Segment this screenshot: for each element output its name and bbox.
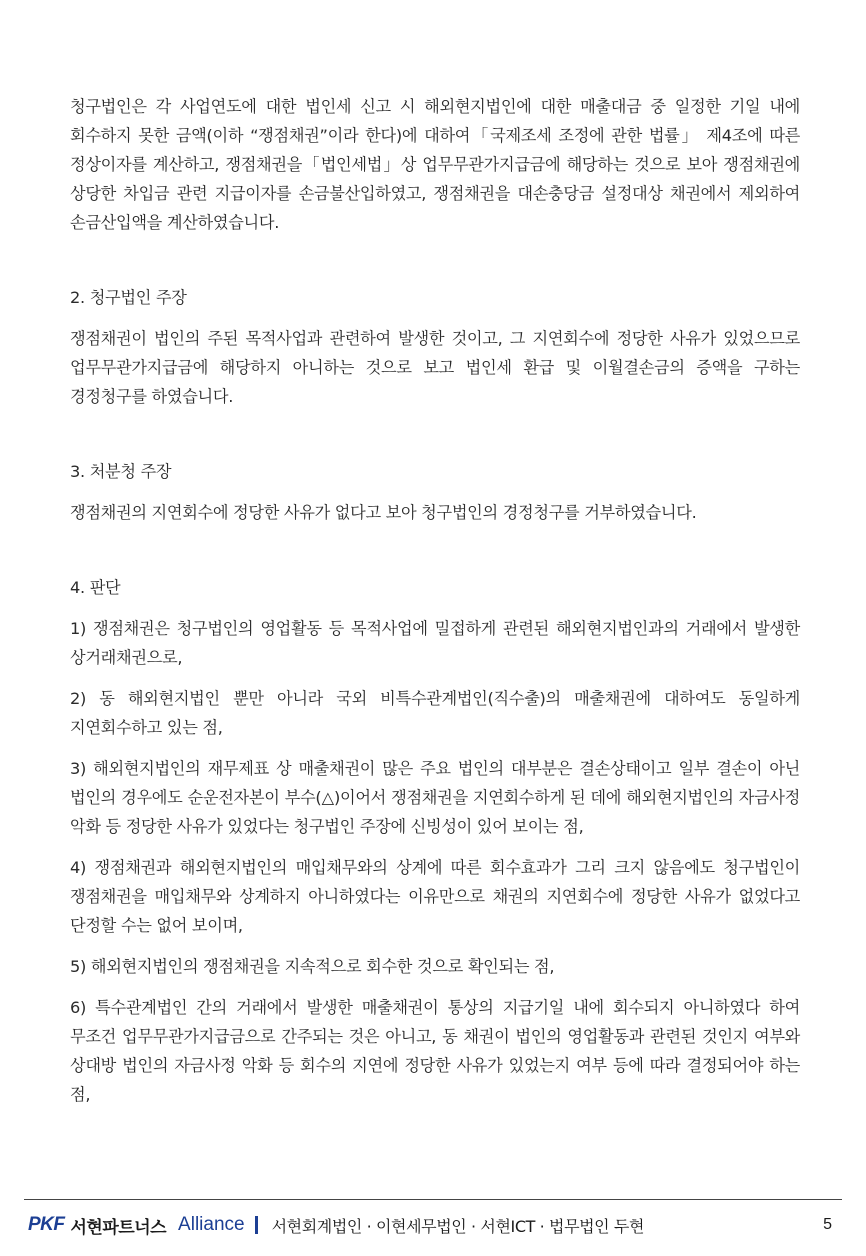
footer-divider [255,1216,258,1234]
judgment-item: 5) 해외현지법인의 쟁점채권을 지속적으로 회수한 것으로 확인되는 점, [70,957,555,976]
section-3-heading: 3. 처분청 주장 [70,462,172,481]
alliance-label: Alliance [178,1214,245,1235]
intro-paragraph: 청구법인은 각 사업연도에 대한 법인세 신고 시 해외현지법인에 대한 매출대금 중 일정한 기일 내에 회수하지 못한 금액(이하 “쟁점채권”이라 한다)에 대하여「국제조세 조정에 관한 법률」 제4조에 따른 정상이자를 계산하고, 쟁점채권을「법인세법」상 업무무관가지급금에 해당하는 것으로 보아 쟁점채권에 상당한 차입금 관련 지급이자를 손금불산입하였고, 쟁점채권을 대손충당금 설정대상 채권에서 제외하여 손금산입액을 계산하였습니다. [70,97,800,232]
footer-bar [28,1211,832,1239]
partner-firms: 서현회계법인 · 이현세무법인 · 서현ICT · 법무법인 두현 [271,1216,645,1236]
brand-name: 서현파트너스 [70,1217,167,1238]
document-body [70,92,800,1109]
judgment-item: 2) 동 해외현지법인 뿐만 아니라 국외 비특수관계법인(직수출)의 매출채권에 대하여도 동일하게 지연회수하고 있는 점, [70,689,800,737]
section-3-body: 쟁점채권의 지연회수에 정당한 사유가 없다고 보아 청구법인의 경정청구를 거부하였습니다. [70,503,697,522]
section-2-heading: 2. 청구법인 주장 [70,288,187,307]
page-number: 5 [823,1216,832,1233]
judgment-item: 4) 쟁점채권과 해외현지법인의 매입채무와의 상계에 따른 회수효과가 그리 크지 않음에도 청구법인이 쟁점채권을 매입채무와 상계하지 아니하였다는 이유만으로 채권의 지연회수에 정당한 사유가 없었다고 단정할 수는 없어 보이며, [70,858,800,935]
section-2-body: 쟁점채권이 법인의 주된 목적사업과 관련하여 발생한 것이고, 그 지연회수에 정당한 사유가 있었으므로 업무무관가지급금에 해당하지 아니하는 것으로 보고 법인세 환급 및 이월결손금의 증액을 구하는 경정청구를 하였습니다. [70,329,800,406]
judgment-item: 3) 해외현지법인의 재무제표 상 매출채권이 많은 주요 법인의 대부분은 결손상태이고 일부 결손이 아닌 법인의 경우에도 순운전자본이 부수(△)이어서 쟁점채권을 지연회수하게 된 데에 해외현지법인의 자금사정 악화 등 정당한 사유가 있었다는 청구법인 주장에 신빙성이 있어 보이는 점, [70,759,800,836]
section-4-heading: 4. 판단 [70,578,121,597]
judgment-item: 1) 쟁점채권은 청구법인의 영업활동 등 목적사업에 밀접하게 관련된 해외현지법인과의 거래에서 발생한 상거래채권으로, [70,619,800,667]
judgment-item: 6) 특수관계법인 간의 거래에서 발생한 매출채권이 통상의 지급기일 내에 회수되지 아니하였다 하여 무조건 업무무관가지급금으로 간주되는 것은 아니고, 동 채권이 법인의 영업활동과 관련된 것인지 여부와 상대방 법인의 자금사정 악화 등 회수의 지연에 정당한 사유가 있었는지 여부 등에 따라 결정되어야 하는 점, [70,998,800,1104]
pkf-logo: PKF [28,1214,65,1235]
page-footer [24,1199,842,1256]
